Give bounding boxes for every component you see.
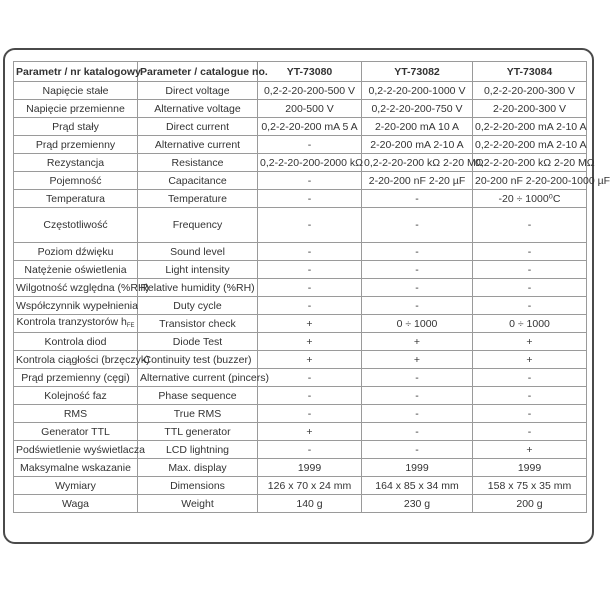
model-3-value: 0,2-2-20-200 mA 2-10 A <box>473 118 587 136</box>
param-name-en: Duty cycle <box>138 297 258 315</box>
model-2-value: 1999 <box>362 459 473 477</box>
param-name-en: Light intensity <box>138 261 258 279</box>
model-3-value: - <box>473 243 587 261</box>
model-2-value: - <box>362 208 473 243</box>
model-2-value: - <box>362 261 473 279</box>
model-1-value: - <box>258 405 362 423</box>
table-row <box>14 333 587 351</box>
header-param-pl: Parametr / nr katalogowy <box>14 62 138 82</box>
model-3-value: + <box>473 441 587 459</box>
model-3-value: - <box>473 405 587 423</box>
model-1-value: 0,2-2-20-200-2000 kΩ <box>258 154 362 172</box>
model-3-value: - <box>473 261 587 279</box>
param-name-pl <box>14 387 138 405</box>
param-name-en: Dimensions <box>138 477 258 495</box>
model-1-value: - <box>258 261 362 279</box>
param-name-en: LCD lightning <box>138 441 258 459</box>
param-name-pl-text: Rezystancja <box>46 156 105 169</box>
model-3-value: 0,2-2-20-200-300 V <box>473 82 587 100</box>
param-name-en: True RMS <box>138 405 258 423</box>
param-name-pl <box>14 243 138 261</box>
param-name-en: Alternative voltage <box>138 100 258 118</box>
param-name-pl-text: Podświetlenie wyświetlacza <box>16 443 145 456</box>
model-1-value: + <box>258 351 362 369</box>
model-1-value: + <box>258 315 362 333</box>
model-3-value: 0,2-2-20-200 kΩ 2-20 MΩ <box>473 154 587 172</box>
table-row <box>14 477 587 495</box>
param-name-pl-text: Temperatura <box>46 192 105 205</box>
model-1-value: - <box>258 441 362 459</box>
param-name-en: Direct current <box>138 118 258 136</box>
table-row <box>14 208 587 243</box>
table-row <box>14 405 587 423</box>
param-name-pl <box>14 459 138 477</box>
model-1-value: - <box>258 369 362 387</box>
model-2-value: - <box>362 369 473 387</box>
model-2-value: + <box>362 351 473 369</box>
param-name-en: Diode Test <box>138 333 258 351</box>
header-model-3: YT-73084 <box>473 62 587 82</box>
model-2-value: - <box>362 405 473 423</box>
param-name-pl <box>14 82 138 100</box>
model-1-value: - <box>258 279 362 297</box>
param-name-en: Phase sequence <box>138 387 258 405</box>
model-1-value: 200-500 V <box>258 100 362 118</box>
model-2-value: - <box>362 441 473 459</box>
model-2-value: 0,2-2-20-200 kΩ 2-20 MΩ <box>362 154 473 172</box>
model-3-value: 200 g <box>473 495 587 513</box>
param-name-pl <box>14 441 145 459</box>
model-3-value: -20 ÷ 1000⁰C <box>473 190 587 208</box>
model-1-value: 0,2-2-20-200-500 V <box>258 82 362 100</box>
spec-table <box>13 61 610 513</box>
model-3-value: 2-20-200-300 V <box>473 100 587 118</box>
model-2-value: 0,2-2-20-200-750 V <box>362 100 473 118</box>
param-name-en: Resistance <box>138 154 258 172</box>
param-name-subscript: FE <box>126 322 135 329</box>
table-row <box>14 369 587 387</box>
param-name-pl <box>14 154 138 172</box>
param-name-en: Temperature <box>138 190 258 208</box>
model-2-value: - <box>362 423 473 441</box>
table-row <box>14 154 587 172</box>
param-name-pl-text: Generator TTL <box>41 425 110 438</box>
param-name-pl-text: Współczynnik wypełnienia <box>16 299 138 312</box>
param-name-pl-text: Częstotliwość <box>43 219 108 231</box>
param-name-pl <box>14 369 138 387</box>
model-3-value: 20-200 nF 2-20-200-1000 µF <box>473 172 587 190</box>
table-row <box>14 495 587 513</box>
table-row <box>14 261 587 279</box>
model-2-value: 2-20-200 mA 10 A <box>362 118 473 136</box>
model-2-value: 164 x 85 x 34 mm <box>362 477 473 495</box>
table-row <box>14 190 587 208</box>
param-name-pl-text: Pojemność <box>49 174 102 187</box>
table-row <box>14 441 587 459</box>
param-name-pl-text: Prąd stały <box>52 120 99 133</box>
table-row <box>14 423 587 441</box>
param-name-en: Relative humidity (%RH) <box>138 279 258 297</box>
model-1-value: - <box>258 243 362 261</box>
model-1-value: - <box>258 190 362 208</box>
model-3-value: - <box>473 369 587 387</box>
model-2-value: 2-20-200 mA 2-10 A <box>362 136 473 154</box>
param-name-pl-text: Kolejność faz <box>44 389 107 402</box>
param-name-en: Alternative current (pincers) <box>138 369 258 387</box>
param-name-en: Frequency <box>138 208 258 243</box>
param-name-en: Weight <box>138 495 258 513</box>
param-name-en: Transistor check <box>138 315 258 333</box>
table-body <box>14 82 610 513</box>
param-name-pl <box>14 208 138 243</box>
table-header-row <box>14 62 587 82</box>
table-row <box>14 82 587 100</box>
model-3-value: - <box>473 208 587 243</box>
param-name-en: Direct voltage <box>138 82 258 100</box>
param-name-en: Capacitance <box>138 172 258 190</box>
model-3-value: - <box>473 387 587 405</box>
param-name-pl <box>14 477 138 495</box>
param-name-pl-text: Waga <box>61 497 90 510</box>
model-1-value: 140 g <box>258 495 362 513</box>
param-name-pl <box>14 190 138 208</box>
model-1-value: + <box>258 423 362 441</box>
param-name-pl-text: Kontrola diod <box>44 335 107 348</box>
model-1-value: 0,2-2-20-200 mA 5 A <box>258 118 362 136</box>
model-3-value: - <box>473 423 587 441</box>
model-2-value: + <box>362 333 473 351</box>
param-name-en: TTL generator <box>138 423 258 441</box>
model-2-value: - <box>362 297 473 315</box>
param-name-pl-text: Poziom dźwięku <box>37 245 114 258</box>
param-name-pl-text: Prąd przemienny <box>35 138 116 151</box>
model-3-value: - <box>473 297 587 315</box>
model-3-value: 1999 <box>473 459 587 477</box>
table-row <box>14 459 587 477</box>
table-row <box>14 279 587 297</box>
param-name-pl-text: Napięcie stałe <box>42 84 109 97</box>
param-name-pl <box>14 172 138 190</box>
model-1-value: - <box>258 297 362 315</box>
header-model-2: YT-73082 <box>362 62 473 82</box>
param-name-pl <box>14 315 138 333</box>
param-name-pl <box>14 279 150 297</box>
model-3-value: 158 x 75 x 35 mm <box>473 477 587 495</box>
table-row <box>14 297 587 315</box>
param-name-pl-text: Kontrola ciągłości (brzęczyk) <box>16 353 150 366</box>
param-name-pl <box>14 118 138 136</box>
model-2-value: - <box>362 243 473 261</box>
model-3-value: - <box>473 279 587 297</box>
spec-table-frame <box>3 48 610 544</box>
model-2-value: 2-20-200 nF 2-20 µF <box>362 172 473 190</box>
param-name-pl-text: Wymiary <box>55 479 96 492</box>
model-1-value: - <box>258 387 362 405</box>
model-1-value: 1999 <box>258 459 362 477</box>
model-2-value: - <box>362 279 473 297</box>
param-name-pl <box>14 100 138 118</box>
model-2-value: 230 g <box>362 495 473 513</box>
model-3-value: 0,2-2-20-200 mA 2-10 A <box>473 136 587 154</box>
table-row <box>14 315 587 333</box>
table-row <box>14 172 587 190</box>
model-2-value: 0 ÷ 1000 <box>362 315 473 333</box>
param-name-pl <box>14 423 138 441</box>
param-name-pl <box>14 261 138 279</box>
table-row <box>14 387 587 405</box>
param-name-pl <box>14 405 138 423</box>
param-name-pl <box>14 297 138 315</box>
model-1-value: - <box>258 136 362 154</box>
param-name-pl-text: Natężenie oświetlenia <box>24 263 127 276</box>
model-1-value: - <box>258 208 362 243</box>
table-row <box>14 351 587 369</box>
model-3-value: + <box>473 333 587 351</box>
model-1-value: + <box>258 333 362 351</box>
table-row <box>14 136 587 154</box>
param-name-pl-text: Kontrola tranzystorów h <box>16 315 127 328</box>
model-2-value: - <box>362 387 473 405</box>
param-name-pl <box>14 495 138 513</box>
param-name-pl-text: Wilgotność względna (%RH) <box>16 281 150 294</box>
model-2-value: 0,2-2-20-200-1000 V <box>362 82 473 100</box>
model-3-value: + <box>473 351 587 369</box>
model-3-value: 0 ÷ 1000 <box>473 315 587 333</box>
param-name-pl-text: Prąd przemienny (cęgi) <box>21 371 130 384</box>
model-1-value: - <box>258 172 362 190</box>
header-param-en: Parameter / catalogue no. <box>138 62 258 82</box>
param-name-pl-text: RMS <box>63 407 88 420</box>
param-name-en: Max. display <box>138 459 258 477</box>
param-name-pl <box>14 136 138 154</box>
table-row <box>14 243 587 261</box>
param-name-pl <box>14 333 138 351</box>
param-name-pl-text: Napięcie przemienne <box>26 102 125 115</box>
model-1-value: 126 x 70 x 24 mm <box>258 477 362 495</box>
param-name-en: Sound level <box>138 243 258 261</box>
param-name-pl <box>14 351 150 369</box>
table-row <box>14 118 587 136</box>
param-name-en: Continuity test (buzzer) <box>138 351 258 369</box>
param-name-pl-text: Maksymalne wskazanie <box>20 461 131 474</box>
header-model-1: YT-73080 <box>258 62 362 82</box>
table-row <box>14 100 587 118</box>
model-2-value: - <box>362 190 473 208</box>
param-name-en: Alternative current <box>138 136 258 154</box>
